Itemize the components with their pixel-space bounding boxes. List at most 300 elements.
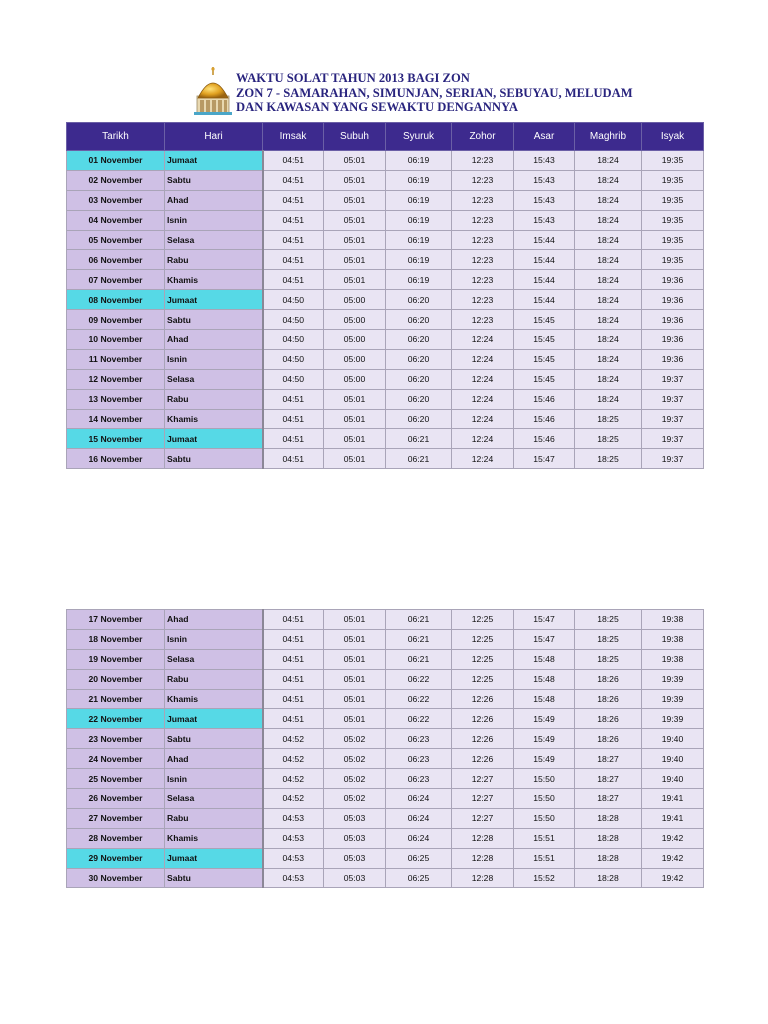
date-cell: 17 November bbox=[67, 610, 165, 630]
zohor-time-cell: 12:24 bbox=[452, 349, 514, 369]
day-cell: Selasa bbox=[165, 649, 263, 669]
table-row bbox=[67, 310, 704, 330]
subuh-time-cell: 05:00 bbox=[324, 349, 386, 369]
table-row bbox=[67, 610, 704, 630]
isyak-time-cell: 19:38 bbox=[642, 649, 704, 669]
imsak-time-cell: 04:53 bbox=[263, 808, 324, 828]
date-cell: 16 November bbox=[67, 449, 165, 469]
asar-time-cell: 15:45 bbox=[514, 369, 575, 389]
day-cell: Isnin bbox=[165, 629, 263, 649]
date-cell: 09 November bbox=[67, 310, 165, 330]
header-title bbox=[236, 71, 633, 115]
zohor-time-cell: 12:26 bbox=[452, 709, 514, 729]
date-cell: 26 November bbox=[67, 789, 165, 809]
zohor-time-cell: 12:23 bbox=[452, 151, 514, 171]
imsak-time-cell: 04:51 bbox=[263, 429, 324, 449]
imsak-time-cell: 04:51 bbox=[263, 649, 324, 669]
imsak-time-cell: 04:51 bbox=[263, 669, 324, 689]
syuruk-time-cell: 06:19 bbox=[386, 230, 452, 250]
subuh-time-cell: 05:01 bbox=[324, 610, 386, 630]
date-cell: 01 November bbox=[67, 151, 165, 171]
asar-time-cell: 15:47 bbox=[514, 610, 575, 630]
imsak-time-cell: 04:51 bbox=[263, 151, 324, 171]
imsak-time-cell: 04:51 bbox=[263, 629, 324, 649]
day-cell: Jumaat bbox=[165, 290, 263, 310]
date-cell: 10 November bbox=[67, 330, 165, 350]
maghrib-time-cell: 18:25 bbox=[575, 409, 642, 429]
asar-time-cell: 15:51 bbox=[514, 848, 575, 868]
subuh-time-cell: 05:01 bbox=[324, 190, 386, 210]
subuh-time-cell: 05:00 bbox=[324, 369, 386, 389]
asar-time-cell: 15:45 bbox=[514, 349, 575, 369]
day-cell: Khamis bbox=[165, 828, 263, 848]
zohor-time-cell: 12:24 bbox=[452, 409, 514, 429]
syuruk-time-cell: 06:20 bbox=[386, 369, 452, 389]
isyak-time-cell: 19:37 bbox=[642, 429, 704, 449]
day-cell: Rabu bbox=[165, 808, 263, 828]
column-header-isyak: Isyak bbox=[642, 123, 704, 151]
syuruk-time-cell: 06:24 bbox=[386, 789, 452, 809]
syuruk-time-cell: 06:21 bbox=[386, 610, 452, 630]
syuruk-time-cell: 06:24 bbox=[386, 828, 452, 848]
title-line-3: DAN KAWASAN YANG SEWAKTU DENGANNYA bbox=[236, 100, 519, 114]
asar-time-cell: 15:45 bbox=[514, 310, 575, 330]
syuruk-time-cell: 06:24 bbox=[386, 808, 452, 828]
isyak-time-cell: 19:35 bbox=[642, 151, 704, 171]
date-cell: 05 November bbox=[67, 230, 165, 250]
zohor-time-cell: 12:23 bbox=[452, 230, 514, 250]
zohor-time-cell: 12:26 bbox=[452, 749, 514, 769]
subuh-time-cell: 05:02 bbox=[324, 729, 386, 749]
date-cell: 02 November bbox=[67, 170, 165, 190]
asar-time-cell: 15:51 bbox=[514, 828, 575, 848]
day-cell: Khamis bbox=[165, 409, 263, 429]
isyak-time-cell: 19:38 bbox=[642, 629, 704, 649]
zohor-time-cell: 12:23 bbox=[452, 210, 514, 230]
zohor-time-cell: 12:28 bbox=[452, 868, 514, 888]
date-cell: 18 November bbox=[67, 629, 165, 649]
day-cell: Ahad bbox=[165, 330, 263, 350]
asar-time-cell: 15:50 bbox=[514, 769, 575, 789]
zohor-time-cell: 12:25 bbox=[452, 669, 514, 689]
syuruk-time-cell: 06:25 bbox=[386, 848, 452, 868]
zohor-time-cell: 12:24 bbox=[452, 389, 514, 409]
table-row bbox=[67, 290, 704, 310]
table-row bbox=[67, 669, 704, 689]
imsak-time-cell: 04:52 bbox=[263, 769, 324, 789]
isyak-time-cell: 19:37 bbox=[642, 389, 704, 409]
isyak-time-cell: 19:38 bbox=[642, 610, 704, 630]
imsak-time-cell: 04:50 bbox=[263, 369, 324, 389]
asar-time-cell: 15:44 bbox=[514, 230, 575, 250]
table-row bbox=[67, 409, 704, 429]
zohor-time-cell: 12:25 bbox=[452, 610, 514, 630]
imsak-time-cell: 04:50 bbox=[263, 310, 324, 330]
day-cell: Khamis bbox=[165, 270, 263, 290]
day-cell: Jumaat bbox=[165, 709, 263, 729]
isyak-time-cell: 19:42 bbox=[642, 848, 704, 868]
table-row bbox=[67, 629, 704, 649]
subuh-time-cell: 05:01 bbox=[324, 210, 386, 230]
date-cell: 04 November bbox=[67, 210, 165, 230]
column-header-subuh: Subuh bbox=[324, 123, 386, 151]
zohor-time-cell: 12:26 bbox=[452, 689, 514, 709]
maghrib-time-cell: 18:24 bbox=[575, 230, 642, 250]
isyak-time-cell: 19:35 bbox=[642, 230, 704, 250]
imsak-time-cell: 04:51 bbox=[263, 230, 324, 250]
isyak-time-cell: 19:41 bbox=[642, 808, 704, 828]
prayer-times-table-part-2 bbox=[66, 609, 704, 888]
zohor-time-cell: 12:24 bbox=[452, 369, 514, 389]
mosque-dome-icon bbox=[194, 66, 232, 116]
date-cell: 08 November bbox=[67, 290, 165, 310]
subuh-time-cell: 05:03 bbox=[324, 828, 386, 848]
subuh-time-cell: 05:03 bbox=[324, 868, 386, 888]
imsak-time-cell: 04:52 bbox=[263, 749, 324, 769]
syuruk-time-cell: 06:22 bbox=[386, 709, 452, 729]
maghrib-time-cell: 18:24 bbox=[575, 270, 642, 290]
isyak-time-cell: 19:41 bbox=[642, 789, 704, 809]
maghrib-time-cell: 18:24 bbox=[575, 389, 642, 409]
day-cell: Sabtu bbox=[165, 170, 263, 190]
maghrib-time-cell: 18:26 bbox=[575, 669, 642, 689]
maghrib-time-cell: 18:25 bbox=[575, 429, 642, 449]
syuruk-time-cell: 06:20 bbox=[386, 330, 452, 350]
table-row bbox=[67, 848, 704, 868]
imsak-time-cell: 04:51 bbox=[263, 190, 324, 210]
zohor-time-cell: 12:28 bbox=[452, 828, 514, 848]
table-row bbox=[67, 369, 704, 389]
maghrib-time-cell: 18:27 bbox=[575, 749, 642, 769]
asar-time-cell: 15:49 bbox=[514, 729, 575, 749]
day-cell: Sabtu bbox=[165, 729, 263, 749]
isyak-time-cell: 19:40 bbox=[642, 769, 704, 789]
subuh-time-cell: 05:01 bbox=[324, 709, 386, 729]
imsak-time-cell: 04:50 bbox=[263, 290, 324, 310]
imsak-time-cell: 04:53 bbox=[263, 848, 324, 868]
subuh-time-cell: 05:01 bbox=[324, 669, 386, 689]
maghrib-time-cell: 18:24 bbox=[575, 290, 642, 310]
table-row bbox=[67, 649, 704, 669]
isyak-time-cell: 19:36 bbox=[642, 310, 704, 330]
column-header-syuruk: Syuruk bbox=[386, 123, 452, 151]
maghrib-time-cell: 18:24 bbox=[575, 250, 642, 270]
subuh-time-cell: 05:01 bbox=[324, 409, 386, 429]
asar-time-cell: 15:46 bbox=[514, 389, 575, 409]
column-header-asar: Asar bbox=[514, 123, 575, 151]
date-cell: 12 November bbox=[67, 369, 165, 389]
isyak-time-cell: 19:40 bbox=[642, 729, 704, 749]
day-cell: Isnin bbox=[165, 769, 263, 789]
zohor-time-cell: 12:27 bbox=[452, 808, 514, 828]
date-cell: 21 November bbox=[67, 689, 165, 709]
maghrib-time-cell: 18:28 bbox=[575, 848, 642, 868]
date-cell: 24 November bbox=[67, 749, 165, 769]
day-cell: Selasa bbox=[165, 369, 263, 389]
zohor-time-cell: 12:23 bbox=[452, 170, 514, 190]
isyak-time-cell: 19:39 bbox=[642, 709, 704, 729]
table-row bbox=[67, 808, 704, 828]
maghrib-time-cell: 18:24 bbox=[575, 190, 642, 210]
maghrib-time-cell: 18:24 bbox=[575, 349, 642, 369]
imsak-time-cell: 04:53 bbox=[263, 828, 324, 848]
imsak-time-cell: 04:51 bbox=[263, 689, 324, 709]
day-cell: Jumaat bbox=[165, 429, 263, 449]
imsak-time-cell: 04:52 bbox=[263, 789, 324, 809]
subuh-time-cell: 05:01 bbox=[324, 151, 386, 171]
table-row bbox=[67, 330, 704, 350]
table-row bbox=[67, 210, 704, 230]
syuruk-time-cell: 06:20 bbox=[386, 389, 452, 409]
syuruk-time-cell: 06:19 bbox=[386, 170, 452, 190]
asar-time-cell: 15:52 bbox=[514, 868, 575, 888]
maghrib-time-cell: 18:26 bbox=[575, 709, 642, 729]
subuh-time-cell: 05:03 bbox=[324, 848, 386, 868]
maghrib-time-cell: 18:26 bbox=[575, 689, 642, 709]
day-cell: Selasa bbox=[165, 230, 263, 250]
table-row bbox=[67, 230, 704, 250]
table-row bbox=[67, 349, 704, 369]
maghrib-time-cell: 18:28 bbox=[575, 828, 642, 848]
subuh-time-cell: 05:01 bbox=[324, 649, 386, 669]
asar-time-cell: 15:47 bbox=[514, 449, 575, 469]
table-row bbox=[67, 270, 704, 290]
zohor-time-cell: 12:26 bbox=[452, 729, 514, 749]
asar-time-cell: 15:43 bbox=[514, 170, 575, 190]
subuh-time-cell: 05:01 bbox=[324, 389, 386, 409]
asar-time-cell: 15:50 bbox=[514, 808, 575, 828]
zohor-time-cell: 12:24 bbox=[452, 330, 514, 350]
zohor-time-cell: 12:25 bbox=[452, 629, 514, 649]
table-body-part-1 bbox=[67, 151, 704, 469]
zohor-time-cell: 12:27 bbox=[452, 789, 514, 809]
imsak-time-cell: 04:51 bbox=[263, 409, 324, 429]
title-line-2: ZON 7 - SAMARAHAN, SIMUNJAN, SERIAN, SEBUYAU, MELUDAM bbox=[236, 85, 633, 100]
syuruk-time-cell: 06:21 bbox=[386, 629, 452, 649]
subuh-time-cell: 05:02 bbox=[324, 749, 386, 769]
syuruk-time-cell: 06:19 bbox=[386, 151, 452, 171]
zohor-time-cell: 12:25 bbox=[452, 649, 514, 669]
day-cell: Khamis bbox=[165, 689, 263, 709]
maghrib-time-cell: 18:25 bbox=[575, 449, 642, 469]
isyak-time-cell: 19:40 bbox=[642, 749, 704, 769]
maghrib-time-cell: 18:24 bbox=[575, 310, 642, 330]
subuh-time-cell: 05:01 bbox=[324, 170, 386, 190]
asar-time-cell: 15:45 bbox=[514, 330, 575, 350]
imsak-time-cell: 04:51 bbox=[263, 170, 324, 190]
table-row bbox=[67, 389, 704, 409]
maghrib-time-cell: 18:25 bbox=[575, 649, 642, 669]
day-cell: Jumaat bbox=[165, 151, 263, 171]
syuruk-time-cell: 06:20 bbox=[386, 349, 452, 369]
date-cell: 23 November bbox=[67, 729, 165, 749]
imsak-time-cell: 04:50 bbox=[263, 330, 324, 350]
maghrib-time-cell: 18:28 bbox=[575, 868, 642, 888]
date-cell: 30 November bbox=[67, 868, 165, 888]
imsak-time-cell: 04:51 bbox=[263, 389, 324, 409]
day-cell: Selasa bbox=[165, 789, 263, 809]
zohor-time-cell: 12:23 bbox=[452, 310, 514, 330]
table-row bbox=[67, 769, 704, 789]
table-row bbox=[67, 449, 704, 469]
subuh-time-cell: 05:01 bbox=[324, 689, 386, 709]
day-cell: Rabu bbox=[165, 250, 263, 270]
imsak-time-cell: 04:52 bbox=[263, 729, 324, 749]
subuh-time-cell: 05:01 bbox=[324, 230, 386, 250]
column-header-imsak: Imsak bbox=[263, 123, 324, 151]
maghrib-time-cell: 18:24 bbox=[575, 151, 642, 171]
isyak-time-cell: 19:39 bbox=[642, 669, 704, 689]
imsak-time-cell: 04:51 bbox=[263, 250, 324, 270]
table-row bbox=[67, 170, 704, 190]
zohor-time-cell: 12:23 bbox=[452, 250, 514, 270]
subuh-time-cell: 05:01 bbox=[324, 429, 386, 449]
syuruk-time-cell: 06:20 bbox=[386, 310, 452, 330]
subuh-time-cell: 05:01 bbox=[324, 270, 386, 290]
asar-time-cell: 15:49 bbox=[514, 749, 575, 769]
subuh-time-cell: 05:00 bbox=[324, 330, 386, 350]
column-header-tarikh: Tarikh bbox=[67, 123, 165, 151]
asar-time-cell: 15:50 bbox=[514, 789, 575, 809]
syuruk-time-cell: 06:21 bbox=[386, 429, 452, 449]
isyak-time-cell: 19:37 bbox=[642, 369, 704, 389]
date-cell: 19 November bbox=[67, 649, 165, 669]
isyak-time-cell: 19:42 bbox=[642, 828, 704, 848]
isyak-time-cell: 19:35 bbox=[642, 170, 704, 190]
imsak-time-cell: 04:51 bbox=[263, 210, 324, 230]
isyak-time-cell: 19:39 bbox=[642, 689, 704, 709]
syuruk-time-cell: 06:23 bbox=[386, 769, 452, 789]
asar-time-cell: 15:44 bbox=[514, 250, 575, 270]
syuruk-time-cell: 06:19 bbox=[386, 250, 452, 270]
table-row bbox=[67, 868, 704, 888]
zohor-time-cell: 12:23 bbox=[452, 290, 514, 310]
table-row bbox=[67, 709, 704, 729]
maghrib-time-cell: 18:28 bbox=[575, 808, 642, 828]
subuh-time-cell: 05:02 bbox=[324, 769, 386, 789]
asar-time-cell: 15:49 bbox=[514, 709, 575, 729]
page-header bbox=[194, 64, 694, 116]
syuruk-time-cell: 06:21 bbox=[386, 449, 452, 469]
imsak-time-cell: 04:50 bbox=[263, 349, 324, 369]
isyak-time-cell: 19:37 bbox=[642, 449, 704, 469]
syuruk-time-cell: 06:19 bbox=[386, 210, 452, 230]
date-cell: 14 November bbox=[67, 409, 165, 429]
asar-time-cell: 15:44 bbox=[514, 290, 575, 310]
asar-time-cell: 15:48 bbox=[514, 689, 575, 709]
zohor-time-cell: 12:27 bbox=[452, 769, 514, 789]
syuruk-time-cell: 06:19 bbox=[386, 190, 452, 210]
day-cell: Ahad bbox=[165, 610, 263, 630]
date-cell: 20 November bbox=[67, 669, 165, 689]
imsak-time-cell: 04:51 bbox=[263, 270, 324, 290]
asar-time-cell: 15:48 bbox=[514, 649, 575, 669]
day-cell: Rabu bbox=[165, 389, 263, 409]
date-cell: 22 November bbox=[67, 709, 165, 729]
asar-time-cell: 15:43 bbox=[514, 210, 575, 230]
date-cell: 27 November bbox=[67, 808, 165, 828]
maghrib-time-cell: 18:25 bbox=[575, 610, 642, 630]
day-cell: Ahad bbox=[165, 749, 263, 769]
table-row bbox=[67, 151, 704, 171]
maghrib-time-cell: 18:26 bbox=[575, 729, 642, 749]
asar-time-cell: 15:48 bbox=[514, 669, 575, 689]
subuh-time-cell: 05:00 bbox=[324, 290, 386, 310]
zohor-time-cell: 12:23 bbox=[452, 190, 514, 210]
column-header-zohor: Zohor bbox=[452, 123, 514, 151]
isyak-time-cell: 19:35 bbox=[642, 190, 704, 210]
table-header-row bbox=[67, 123, 704, 151]
table-row bbox=[67, 828, 704, 848]
imsak-time-cell: 04:51 bbox=[263, 449, 324, 469]
imsak-time-cell: 04:51 bbox=[263, 610, 324, 630]
syuruk-time-cell: 06:20 bbox=[386, 409, 452, 429]
day-cell: Rabu bbox=[165, 669, 263, 689]
date-cell: 29 November bbox=[67, 848, 165, 868]
subuh-time-cell: 05:01 bbox=[324, 250, 386, 270]
date-cell: 03 November bbox=[67, 190, 165, 210]
syuruk-time-cell: 06:19 bbox=[386, 270, 452, 290]
isyak-time-cell: 19:36 bbox=[642, 349, 704, 369]
zohor-time-cell: 12:23 bbox=[452, 270, 514, 290]
day-cell: Jumaat bbox=[165, 848, 263, 868]
table-row bbox=[67, 190, 704, 210]
subuh-time-cell: 05:01 bbox=[324, 449, 386, 469]
asar-time-cell: 15:44 bbox=[514, 270, 575, 290]
column-header-maghrib: Maghrib bbox=[575, 123, 642, 151]
zohor-time-cell: 12:28 bbox=[452, 848, 514, 868]
column-header-hari: Hari bbox=[165, 123, 263, 151]
isyak-time-cell: 19:36 bbox=[642, 330, 704, 350]
asar-time-cell: 15:43 bbox=[514, 190, 575, 210]
table-row bbox=[67, 429, 704, 449]
table-row bbox=[67, 789, 704, 809]
maghrib-time-cell: 18:25 bbox=[575, 629, 642, 649]
maghrib-time-cell: 18:24 bbox=[575, 170, 642, 190]
table-row bbox=[67, 689, 704, 709]
date-cell: 28 November bbox=[67, 828, 165, 848]
date-cell: 06 November bbox=[67, 250, 165, 270]
isyak-time-cell: 19:36 bbox=[642, 270, 704, 290]
maghrib-time-cell: 18:27 bbox=[575, 789, 642, 809]
asar-time-cell: 15:46 bbox=[514, 409, 575, 429]
imsak-time-cell: 04:53 bbox=[263, 868, 324, 888]
subuh-time-cell: 05:03 bbox=[324, 808, 386, 828]
imsak-time-cell: 04:51 bbox=[263, 709, 324, 729]
table-row bbox=[67, 749, 704, 769]
isyak-time-cell: 19:35 bbox=[642, 210, 704, 230]
date-cell: 13 November bbox=[67, 389, 165, 409]
date-cell: 11 November bbox=[67, 349, 165, 369]
table-row bbox=[67, 250, 704, 270]
subuh-time-cell: 05:00 bbox=[324, 310, 386, 330]
isyak-time-cell: 19:35 bbox=[642, 250, 704, 270]
day-cell: Isnin bbox=[165, 210, 263, 230]
asar-time-cell: 15:43 bbox=[514, 151, 575, 171]
syuruk-time-cell: 06:25 bbox=[386, 868, 452, 888]
syuruk-time-cell: 06:23 bbox=[386, 729, 452, 749]
table-row bbox=[67, 729, 704, 749]
asar-time-cell: 15:47 bbox=[514, 629, 575, 649]
syuruk-time-cell: 06:22 bbox=[386, 669, 452, 689]
syuruk-time-cell: 06:20 bbox=[386, 290, 452, 310]
maghrib-time-cell: 18:24 bbox=[575, 369, 642, 389]
syuruk-time-cell: 06:21 bbox=[386, 649, 452, 669]
isyak-time-cell: 19:37 bbox=[642, 409, 704, 429]
prayer-times-table-part-1 bbox=[66, 122, 704, 469]
zohor-time-cell: 12:24 bbox=[452, 449, 514, 469]
isyak-time-cell: 19:42 bbox=[642, 868, 704, 888]
